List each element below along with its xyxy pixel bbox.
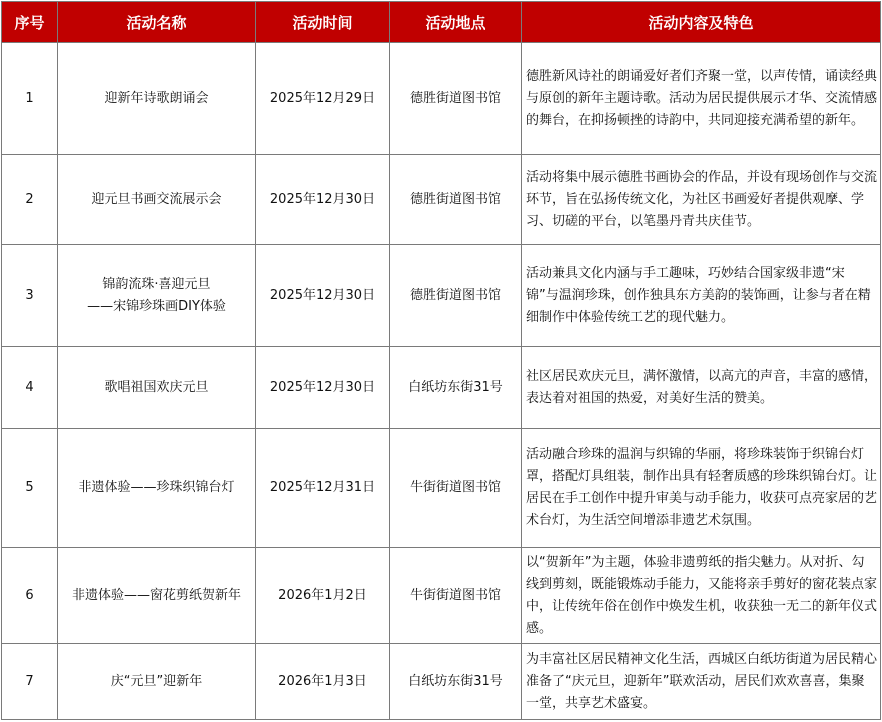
- row-number: 7: [2, 644, 58, 720]
- row-number: 4: [2, 347, 58, 429]
- activity-date: 2025年12月30日: [256, 245, 390, 347]
- activity-name: 迎新年诗歌朗诵会: [58, 43, 256, 155]
- activity-location: 白纸坊东街31号: [390, 644, 522, 720]
- activity-date: 2025年12月31日: [256, 429, 390, 548]
- activity-description: 活动融合珍珠的温润与织锦的华丽，将珍珠装饰于织锦台灯罩，搭配灯具组装，制作出具有轻奢质感的珍珠织锦台灯。让居民在手工创作中提升审美与动手能力，收获可点亮家居的艺术台灯，为生活空间增添非遗艺术氛围。: [522, 429, 881, 548]
- row-number: 1: [2, 43, 58, 155]
- header-number: 序号: [2, 2, 58, 43]
- header-activity-name: 活动名称: [58, 2, 256, 43]
- activity-name: 非遗体验——珍珠织锦台灯: [58, 429, 256, 548]
- activity-location: 牛街街道图书馆: [390, 548, 522, 644]
- activity-location: 白纸坊东街31号: [390, 347, 522, 429]
- activity-name: 庆“元旦”迎新年: [58, 644, 256, 720]
- activity-date: 2025年12月30日: [256, 347, 390, 429]
- activity-description: 德胜新风诗社的朗诵爱好者们齐聚一堂，以声传情，诵读经典与原创的新年主题诗歌。活动为居民提供展示才华、交流情感的舞台，在抑扬顿挫的诗韵中，共同迎接充满希望的新年。: [522, 43, 881, 155]
- activity-date: 2026年1月3日: [256, 644, 390, 720]
- row-number: 3: [2, 245, 58, 347]
- table-row: [2, 245, 881, 347]
- activity-date: 2025年12月29日: [256, 43, 390, 155]
- activity-name-line-1: 锦韵流珠·喜迎元旦: [102, 276, 211, 292]
- activity-description: 以“贺新年”为主题，体验非遗剪纸的指尖魅力。从对折、勾线到剪刻，既能锻炼动手能力，又能将亲手剪好的窗花装点家中，让传统年俗在创作中焕发生机，收获独一无二的新年仪式感。: [522, 548, 881, 644]
- activity-name: 歌唱祖国欢庆元旦: [58, 347, 256, 429]
- activity-location: 德胜街道图书馆: [390, 245, 522, 347]
- row-number: 2: [2, 155, 58, 245]
- header-activity-location: 活动地点: [390, 2, 522, 43]
- row-number: 6: [2, 548, 58, 644]
- table-header-row: [2, 2, 881, 43]
- table-row: [2, 155, 881, 245]
- activity-description: 社区居民欢庆元旦，满怀激情，以高亢的声音，丰富的感情，表达着对祖国的热爱，对美好生活的赞美。: [522, 347, 881, 429]
- table-row: [2, 347, 881, 429]
- activity-name: 非遗体验——窗花剪纸贺新年: [58, 548, 256, 644]
- activity-date: 2026年1月2日: [256, 548, 390, 644]
- activity-description: 活动将集中展示德胜书画协会的作品，并设有现场创作与交流环节，旨在弘扬传统文化，为社区书画爱好者提供观摩、学习、切磋的平台，以笔墨丹青共庆佳节。: [522, 155, 881, 245]
- activity-location: 牛街街道图书馆: [390, 429, 522, 548]
- activity-location: 德胜街道图书馆: [390, 155, 522, 245]
- activity-location: 德胜街道图书馆: [390, 43, 522, 155]
- activity-description: 为丰富社区居民精神文化生活，西城区白纸坊街道为居民精心准备了“庆元旦，迎新年”联欢活动，居民们欢欢喜喜，集聚一堂，共享艺术盛宴。: [522, 644, 881, 720]
- activity-date: 2025年12月30日: [256, 155, 390, 245]
- activity-description: 活动兼具文化内涵与手工趣味，巧妙结合国家级非遗“宋锦”与温润珍珠，创作独具东方美韵的装饰画，让参与者在精细制作中体验传统工艺的现代魅力。: [522, 245, 881, 347]
- activity-table: [1, 1, 881, 720]
- table-row: [2, 429, 881, 548]
- activity-name-line-2: ——宋锦珍珠画DIY体验: [87, 298, 226, 314]
- header-activity-time: 活动时间: [256, 2, 390, 43]
- table-row: [2, 644, 881, 720]
- table-row: [2, 548, 881, 644]
- row-number: 5: [2, 429, 58, 548]
- table-row: [2, 43, 881, 155]
- activity-name: [58, 245, 256, 347]
- activity-name: 迎元旦书画交流展示会: [58, 155, 256, 245]
- header-activity-content: 活动内容及特色: [522, 2, 881, 43]
